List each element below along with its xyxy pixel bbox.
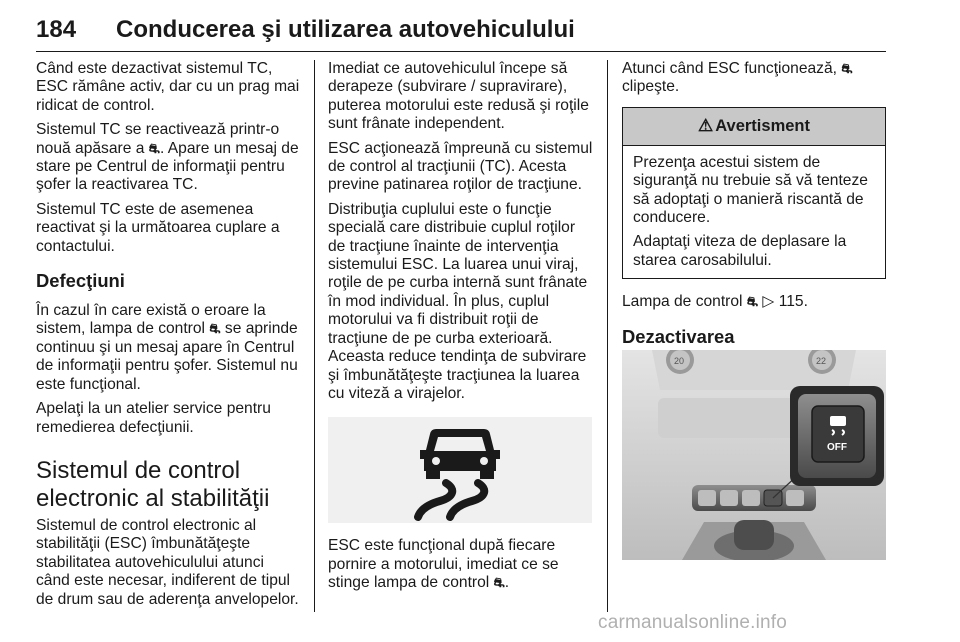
- text: Atunci când ESC funcţionează,: [622, 60, 842, 77]
- paragraph: Apelaţi la un atelier service pentru remedierea defecţiunii.: [36, 400, 271, 436]
- knob-right-label: 22: [816, 356, 827, 366]
- text: În cazul în care există o eroare la sistem, lampa de control: [36, 302, 266, 338]
- esc-skid-icon: ⛐: [148, 140, 160, 156]
- console-button[interactable]: [786, 490, 804, 506]
- column-divider: [607, 60, 608, 612]
- console-button[interactable]: [720, 490, 738, 506]
- text: Lampa de control: [622, 293, 747, 311]
- warning-body: [623, 146, 885, 278]
- paragraph: [36, 121, 302, 195]
- esc-symbol-figure: [328, 417, 592, 523]
- esc-off-button[interactable]: [812, 406, 864, 462]
- paragraph: ESC acţionează împreună cu sistemul de control al tracţiunii (TC). Acesta previne patinarea roţilor de tracţiune.: [328, 139, 593, 194]
- text: clipeşte.: [622, 78, 680, 96]
- text: .: [504, 574, 510, 592]
- text: se aprinde continuu şi un mesaj apare în Centrul de informaţii pentru şofer. Sistemul nu este funcţional.: [36, 320, 298, 393]
- heading-dezactivarea: Dezactivarea: [622, 325, 735, 347]
- paragraph: [622, 60, 886, 97]
- section-heading: Sistemul de control electronic al stabilităţii: [36, 456, 270, 512]
- watermark: carmanualsonline.info: [598, 612, 788, 633]
- column-left: [36, 60, 302, 615]
- esc-off-label: OFF: [827, 442, 847, 453]
- page-number: 184: [36, 16, 77, 43]
- console-button[interactable]: [742, 490, 760, 506]
- reference-arrow-icon: ▷: [762, 293, 775, 311]
- esc-skid-icon: ⛐: [209, 321, 221, 337]
- paragraph: Sistemul TC este de asemenea reactivat şi la următoarea cuplare a contactului.: [36, 200, 280, 255]
- warning-box: [622, 107, 886, 279]
- console-button[interactable]: [698, 490, 716, 506]
- warning-triangle-icon: ⚠: [697, 116, 714, 136]
- warning-text: Prezenţa acestui sistem de siguranţă nu trebuie să vă tenteze să adoptaţi o manieră riscantă de conducere.: [633, 153, 868, 227]
- paragraph: Imediat ce autovehiculul începe să derapeze (subvirare / supravirare), puterea motorului este redusă şi roţile sunt frânate independent.: [328, 60, 589, 133]
- text: ESC este funcţional după fiecare pornire a motorului, imediat ce se stinge lampa de control: [328, 537, 559, 592]
- skidding-car-icon: [328, 417, 592, 523]
- esc-skid-icon: ⛐: [746, 294, 759, 310]
- text: Sistemul TC se reactivează printr-o nouă apăsare a: [36, 121, 280, 157]
- paragraph: Distribuţia cuplului este o funcţie specială care distribuie cuplul roţilor de tracţiune înainte de intervenţia sistemului ESC. La luarea unui viraj, roţile de pe curba internă sunt frânate în mod individual. În plus, cuplul motorului va fi distribuit roţii de tracţiune de pe curba exterioară. Aceasta reduce tendinţa de subvirare şi îmbunătăţeşte tracţiunea la luarea cu viteză a virajelor.: [328, 200, 588, 402]
- esc-skid-icon: ⛐: [493, 575, 505, 591]
- text: . Apare un mesaj de stare pe Centrul de informaţii pentru şofer la reactivarea TC.: [36, 139, 299, 194]
- paragraph: Când este dezactivat sistemul TC, ESC rămâne activ, dar cu un prag mai ridicat de control.: [36, 60, 300, 114]
- center-console-photo: [622, 350, 886, 560]
- warning-header: [623, 108, 885, 146]
- column-middle: [328, 60, 594, 599]
- column-divider: [314, 60, 315, 612]
- column-right: [622, 60, 886, 358]
- page-header: [36, 14, 886, 52]
- paragraph: Sistemul de control electronic al stabilităţii (ESC) îmbunătăţeşte stabilitatea autovehiculului atunci când este necesar, indiferent de tipul de drum sau de aderenţa anvelopelor.: [36, 516, 299, 608]
- page-title: Conducerea şi utilizarea autovehiculului: [116, 16, 575, 43]
- paragraph: [328, 537, 594, 592]
- text: 115.: [774, 293, 808, 311]
- warning-title: Avertisment: [715, 117, 810, 136]
- esc-skid-icon: ⛐: [841, 61, 853, 76]
- warning-text: Adaptaţi viteza de deplasare la starea carosabilului.: [633, 233, 847, 269]
- heading-defectiuni: Defecţiuni: [36, 270, 125, 292]
- knob-left-label: 20: [674, 356, 685, 366]
- console-illustration: [622, 350, 886, 560]
- paragraph: [622, 293, 886, 311]
- paragraph: [36, 302, 302, 394]
